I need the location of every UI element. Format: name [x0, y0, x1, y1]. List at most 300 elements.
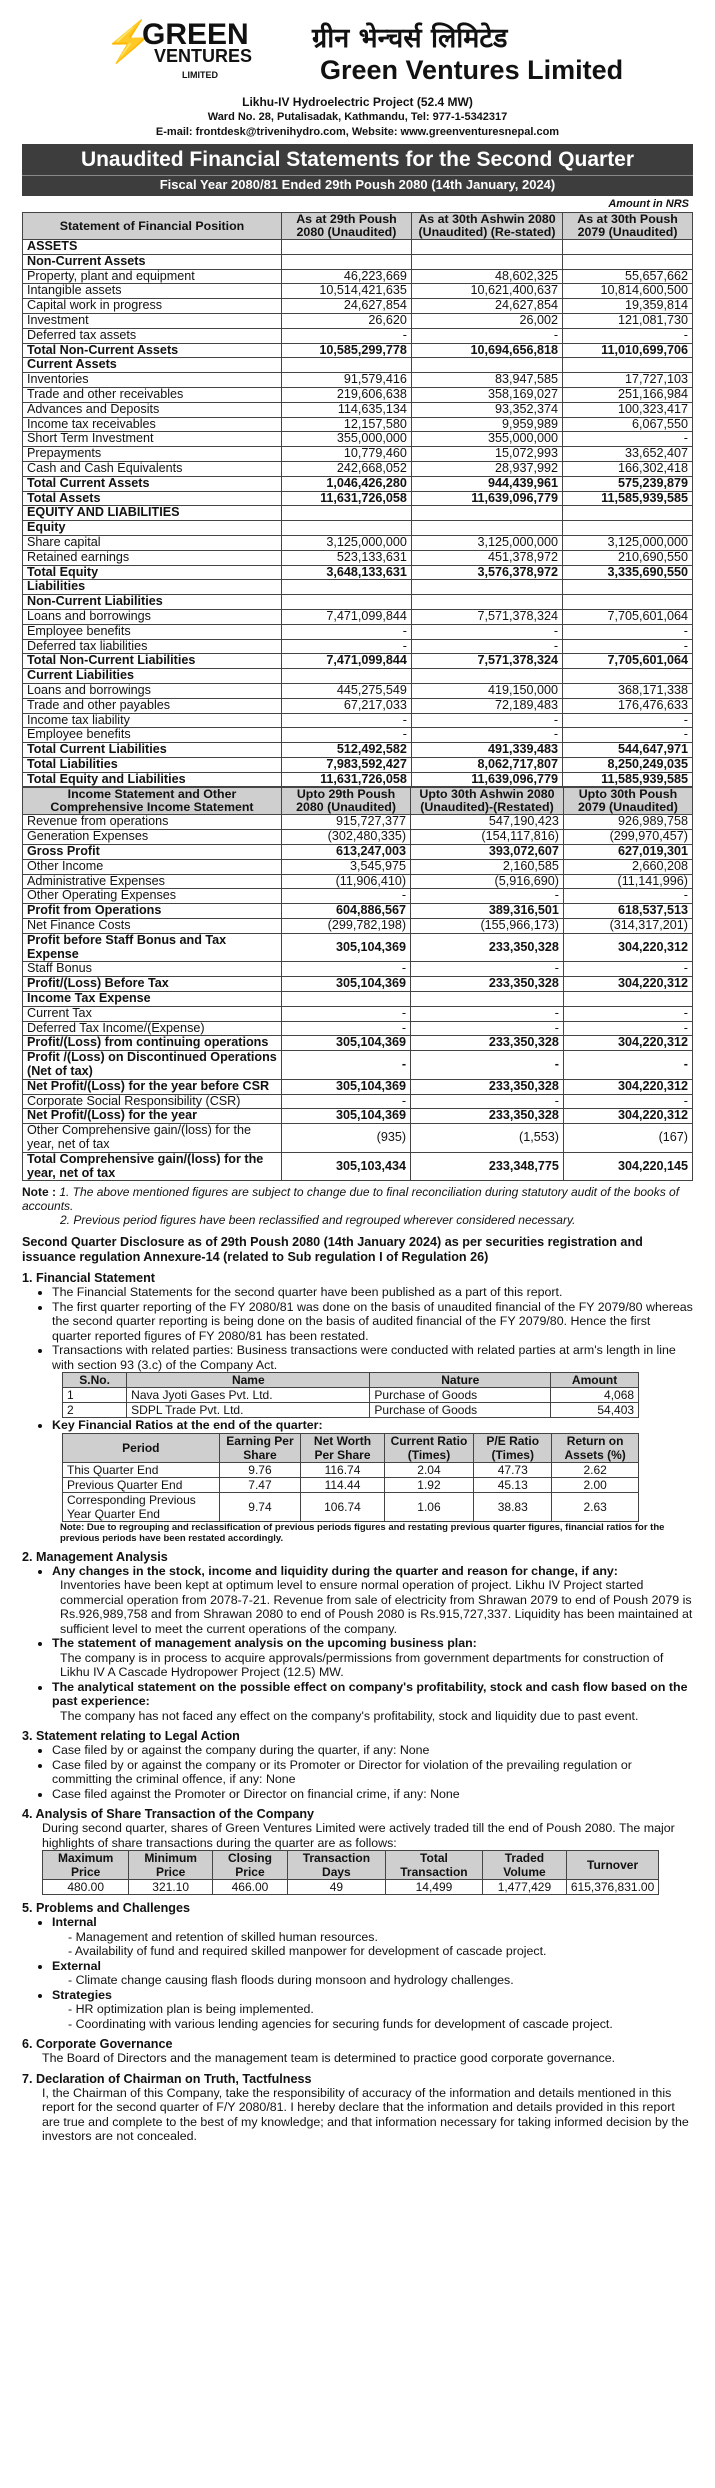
- share-cell: 49: [287, 1880, 385, 1895]
- sofp-cell: 176,476,633: [563, 698, 693, 713]
- sofp-row-label: Total Non-Current Assets: [23, 343, 282, 358]
- sofp-row-label: Advances and Deposits: [23, 402, 282, 417]
- sofp-row-label: ASSETS: [23, 240, 282, 255]
- sofp-row: [23, 713, 693, 728]
- income-row: [23, 874, 693, 889]
- income-row-label: Profit /(Loss) on Discontinued Operations (Net of tax): [23, 1051, 282, 1080]
- sofp-row-label: Trade and other receivables: [23, 387, 282, 402]
- income-cell: 2,660,208: [563, 859, 692, 874]
- income-row-label: Deferred Tax Income/(Expense): [23, 1021, 282, 1036]
- company-name: Green Ventures Limited: [320, 55, 624, 85]
- income-row-label: Net Finance Costs: [23, 919, 282, 934]
- internal-item-2: - Availability of fund and required skilled manpower for development of cascade project.: [68, 1944, 547, 1959]
- logo-green: GREEN: [142, 18, 249, 51]
- sofp-cell: 3,125,000,000: [282, 535, 412, 550]
- s6-paragraph: The Board of Directors and the management team is determined to practice good corporate governance.: [42, 2051, 616, 2066]
- sofp-cell: -: [563, 328, 693, 343]
- sofp-cell: [563, 506, 693, 521]
- income-cell: -: [411, 962, 564, 977]
- key-ratio-cell: 114.44: [301, 1477, 384, 1492]
- sofp-cell: 944,439,961: [411, 476, 562, 491]
- sofp-cell: 3,648,133,631: [282, 565, 412, 580]
- income-cell: (302,480,335): [282, 830, 411, 845]
- sofp-row-label: Investment: [23, 313, 282, 328]
- sofp-cell: 83,947,585: [411, 373, 562, 388]
- income-cell: (314,317,201): [563, 919, 692, 934]
- sofp-row-label: Non-Current Assets: [23, 254, 282, 269]
- sofp-cell: [411, 254, 562, 269]
- sofp-cell: [411, 521, 562, 536]
- sofp-cell: 72,189,483: [411, 698, 562, 713]
- sofp-row: [23, 269, 693, 284]
- income-cell: 305,104,369: [282, 1079, 411, 1094]
- share-transaction-table: [42, 1850, 659, 1895]
- income-row: [23, 1094, 693, 1109]
- sofp-cell: 91,579,416: [282, 373, 412, 388]
- related-party-cell: Nava Jyoti Gases Pvt. Ltd.: [127, 1388, 370, 1403]
- share-header-3: Transaction Days: [287, 1851, 385, 1880]
- sofp-cell: [282, 669, 412, 684]
- sofp-row-label: Liabilities: [23, 580, 282, 595]
- sofp-cell: [282, 506, 412, 521]
- income-cell: (1,553): [411, 1124, 564, 1153]
- sofp-cell: 575,239,879: [563, 476, 693, 491]
- sofp-row-label: Income tax liability: [23, 713, 282, 728]
- key-ratios-table: [62, 1433, 639, 1522]
- key-ratio-header-0: Period: [63, 1433, 220, 1462]
- income-row: [23, 1152, 693, 1181]
- sofp-row: [23, 639, 693, 654]
- income-row: [23, 1109, 693, 1124]
- letterhead: [22, 10, 693, 138]
- income-row-label: Revenue from operations: [23, 815, 282, 830]
- income-row: [23, 962, 693, 977]
- income-cell: 304,220,312: [563, 977, 692, 992]
- section-management-analysis: 2. Management Analysis: [22, 1549, 168, 1564]
- sofp-header-3: As at 30th Poush 2079 (Unaudited): [563, 213, 693, 240]
- income-cell: 613,247,003: [282, 845, 411, 860]
- sofp-cell: 8,250,249,035: [563, 757, 693, 772]
- sofp-row-label: Property, plant and equipment: [23, 269, 282, 284]
- income-row-label: Profit/(Loss) from continuing operations: [23, 1036, 282, 1051]
- section-financial-statement: 1. Financial Statement: [22, 1271, 155, 1286]
- income-row-label: Corporate Social Responsibility (CSR): [23, 1094, 282, 1109]
- sofp-cell: 121,081,730: [563, 313, 693, 328]
- sofp-cell: 67,217,033: [282, 698, 412, 713]
- income-row-label: Profit/(Loss) Before Tax: [23, 977, 282, 992]
- s2-bullet-2-text: The company is in process to acquire approvals/permissions from government departments for construction of Likhu IV A Cascade Hydropower Project (12.5) MW.: [60, 1650, 664, 1680]
- share-cell: 1,477,429: [483, 1880, 567, 1895]
- sofp-cell: [411, 595, 562, 610]
- internal-heading: • Internal: [52, 1915, 693, 1930]
- sofp-cell: 3,576,378,972: [411, 565, 562, 580]
- sofp-cell: 24,627,854: [282, 299, 412, 314]
- s7-paragraph: I, the Chairman of this Company, take the responsibility of accuracy of the information and details mentioned in this report for the second quarter of F/Y 2080/81. I hereby declare that the information and details provided in this report are true and complete to the best of my knowledge; and that information necessary for taking informed decision by the investors are not concealed.: [42, 2085, 689, 2144]
- income-cell: -: [411, 1021, 564, 1036]
- sofp-row-label: Retained earnings: [23, 550, 282, 565]
- strategy-item-1: - HR optimization plan is being implemented.: [68, 2002, 314, 2017]
- sofp-row: [23, 654, 693, 669]
- related-party-cell: SDPL Trade Pvt. Ltd.: [127, 1403, 370, 1418]
- company-address: Ward No. 28, Putalisadak, Kathmandu, Tel: 977-1-5342317: [207, 111, 508, 123]
- s2-bullet-2-heading: • The statement of management analysis on the upcoming business plan:: [52, 1636, 693, 1651]
- sofp-row-label: Deferred tax assets: [23, 328, 282, 343]
- sofp-cell: 451,378,972: [411, 550, 562, 565]
- sofp-cell: 251,166,984: [563, 387, 693, 402]
- income-cell: (5,916,690): [411, 874, 564, 889]
- sofp-row: [23, 299, 693, 314]
- sofp-cell: 11,010,699,706: [563, 343, 693, 358]
- logo-limited: LIMITED: [182, 70, 218, 80]
- key-ratio-cell: 106.74: [301, 1492, 384, 1521]
- related-party-cell: 54,403: [551, 1403, 639, 1418]
- sofp-row: [23, 535, 693, 550]
- related-party-cell: 4,068: [551, 1388, 639, 1403]
- related-party-header-0: S.No.: [63, 1373, 127, 1388]
- notes: [22, 1185, 693, 1227]
- key-ratio-header-2: Net Worth Per Share: [301, 1433, 384, 1462]
- income-row: [23, 830, 693, 845]
- income-cell: [411, 992, 564, 1007]
- sofp-cell: -: [411, 728, 562, 743]
- income-cell: 618,537,513: [563, 904, 692, 919]
- income-cell: -: [282, 1051, 411, 1080]
- income-cell: 233,350,328: [411, 1036, 564, 1051]
- sofp-row: [23, 313, 693, 328]
- sofp-cell: 10,514,421,635: [282, 284, 412, 299]
- s4-paragraph: During second quarter, shares of Green Ventures Limited were actively traded till the end of Poush 2080. The major highlights of share transactions during the quarter are as follows:: [42, 1821, 675, 1850]
- sofp-cell: 6,067,550: [563, 417, 693, 432]
- income-row: [23, 1036, 693, 1051]
- sofp-cell: 7,471,099,844: [282, 609, 412, 624]
- sofp-row: [23, 580, 693, 595]
- share-cell: 14,499: [385, 1880, 482, 1895]
- income-cell: (935): [282, 1124, 411, 1153]
- key-ratio-cell: This Quarter End: [63, 1462, 220, 1477]
- income-cell: -: [282, 1021, 411, 1036]
- sofp-cell: [563, 358, 693, 373]
- amount-unit: Amount in NRS: [608, 198, 689, 210]
- income-cell: -: [411, 889, 564, 904]
- income-cell: (155,966,173): [411, 919, 564, 934]
- sofp-cell: 10,694,656,818: [411, 343, 562, 358]
- share-header-1: Minimum Price: [129, 1851, 213, 1880]
- sofp-cell: 114,635,134: [282, 402, 412, 417]
- income-row: [23, 1051, 693, 1080]
- sofp-row: [23, 254, 693, 269]
- sofp-row-label: Share capital: [23, 535, 282, 550]
- sofp-row-label: Cash and Cash Equivalents: [23, 461, 282, 476]
- sofp-row: [23, 609, 693, 624]
- sofp-row: [23, 447, 693, 462]
- income-cell: (299,970,457): [563, 830, 692, 845]
- income-cell: 305,104,369: [282, 1109, 411, 1124]
- income-row: [23, 1124, 693, 1153]
- strategy-item-2: - Coordinating with various lending agencies for securing funds for development of cascade project.: [68, 2016, 613, 2031]
- s2-bullet-1-text: Inventories have been kept at optimum level to ensure normal operation of project. Likhu IV Project started commercial operation from 2078-7-21. Revenue from sale of electricity from Shrawan 2079 to end of Poush 2079 is Rs.926,989,758 and from Shrawan 2080 to end of Poush 2080 is Rs.915,727,337. Liquidity has been maintained at sufficient level to meet the current operations of the company.: [60, 1578, 693, 1636]
- income-cell: -: [411, 1094, 564, 1109]
- income-cell: (299,782,198): [282, 919, 411, 934]
- sofp-cell: 242,668,052: [282, 461, 412, 476]
- sofp-cell: 1,046,426,280: [282, 476, 412, 491]
- income-row-label: Income Tax Expense: [23, 992, 282, 1007]
- note-1: 1. The above mentioned figures are subject to change due to final reconciliation during statutory audit of the books of accounts.: [22, 1185, 680, 1214]
- sofp-row-label: Intangible assets: [23, 284, 282, 299]
- income-cell: -: [563, 1021, 692, 1036]
- income-row-label: Other Comprehensive gain/(loss) for the year, net of tax: [23, 1124, 282, 1153]
- income-row: [23, 1006, 693, 1021]
- sofp-cell: [411, 669, 562, 684]
- sofp-row: [23, 343, 693, 358]
- related-party-header-3: Amount: [551, 1373, 639, 1388]
- income-cell: 393,072,607: [411, 845, 564, 860]
- sofp-cell: [563, 240, 693, 255]
- sofp-cell: [282, 580, 412, 595]
- income-cell: -: [563, 962, 692, 977]
- income-row-label: Administrative Expenses: [23, 874, 282, 889]
- income-row-label: Other Operating Expenses: [23, 889, 282, 904]
- income-row: [23, 992, 693, 1007]
- sofp-row-label: Equity: [23, 521, 282, 536]
- income-row-label: Other Income: [23, 859, 282, 874]
- s1-bullet-1: • The Financial Statements for the second quarter have been published as a part of this report.: [52, 1285, 693, 1300]
- income-row: [23, 1021, 693, 1036]
- sofp-cell: 12,157,580: [282, 417, 412, 432]
- income-cell: 304,220,312: [563, 1036, 692, 1051]
- income-row-label: Gross Profit: [23, 845, 282, 860]
- external-heading: • External: [52, 1959, 693, 1974]
- income-cell: -: [411, 1006, 564, 1021]
- sofp-row: [23, 432, 693, 447]
- sofp-cell: [563, 254, 693, 269]
- s3-bullet-2: • Case filed by or against the company or its Promoter or Director for violation of the prevailing regulation or committing the criminal offence, if any: None: [52, 1758, 693, 1787]
- sofp-row: [23, 595, 693, 610]
- income-cell: -: [282, 1006, 411, 1021]
- sofp-cell: 3,335,690,550: [563, 565, 693, 580]
- sofp-cell: -: [563, 728, 693, 743]
- sofp-row: [23, 698, 693, 713]
- sofp-cell: 48,602,325: [411, 269, 562, 284]
- sofp-cell: 26,620: [282, 313, 412, 328]
- section-legal-action: 3. Statement relating to Legal Action: [22, 1729, 240, 1744]
- related-party-cell: Purchase of Goods: [370, 1403, 551, 1418]
- sofp-cell: 9,959,989: [411, 417, 562, 432]
- s1-bullet-4: • Key Financial Ratios at the end of the quarter:: [52, 1418, 693, 1433]
- sofp-header-2: As at 30th Ashwin 2080 (Unaudited) (Re-stated): [411, 213, 562, 240]
- s3-bullet-1: • Case filed by or against the company during the quarter, if any: None: [52, 1743, 693, 1758]
- sofp-row-label: Employee benefits: [23, 624, 282, 639]
- sofp-cell: 15,072,993: [411, 447, 562, 462]
- sofp-cell: 11,585,939,585: [563, 491, 693, 506]
- key-ratio-cell: Previous Quarter End: [63, 1477, 220, 1492]
- income-row: [23, 889, 693, 904]
- share-header-5: Traded Volume: [483, 1851, 567, 1880]
- income-cell: -: [411, 1051, 564, 1080]
- sofp-cell: [563, 521, 693, 536]
- income-cell: (11,141,996): [563, 874, 692, 889]
- sofp-cell: 100,323,417: [563, 402, 693, 417]
- sofp-row: [23, 683, 693, 698]
- sofp-row-label: Current Assets: [23, 358, 282, 373]
- sofp-cell: 7,471,099,844: [282, 654, 412, 669]
- s1-bullet-2: • The first quarter reporting of the FY 2080/81 was done on the basis of unaudited financial of the FY 2079/80 whereas the second quarter reporting is being done on the basis of audited financial of the FY 2079/80. Hence the first quarter reported figures of FY 2080/81 has been restated.: [52, 1300, 693, 1344]
- sofp-row-label: Inventories: [23, 373, 282, 388]
- section-corporate-governance: 6. Corporate Governance: [22, 2037, 173, 2052]
- income-cell: 305,104,369: [282, 933, 411, 962]
- sofp-cell: 368,171,338: [563, 683, 693, 698]
- sofp-cell: 3,125,000,000: [563, 535, 693, 550]
- section-share-transaction: 4. Analysis of Share Transaction of the Company: [22, 1807, 315, 1822]
- sofp-cell: [411, 580, 562, 595]
- key-ratio-cell: 116.74: [301, 1462, 384, 1477]
- s3-bullet-3: • Case filed against the Promoter or Director on financial crime, if any: None: [52, 1787, 693, 1802]
- sofp-row: [23, 476, 693, 491]
- sofp-row-label: Non-Current Liabilities: [23, 595, 282, 610]
- report-title: Unaudited Financial Statements for the Second Quarter: [22, 144, 693, 175]
- sofp-row-label: Total Liabilities: [23, 757, 282, 772]
- sofp-cell: 24,627,854: [411, 299, 562, 314]
- sofp-row-label: Trade and other payables: [23, 698, 282, 713]
- sofp-cell: -: [563, 639, 693, 654]
- s2-bullet-3-heading: • The analytical statement on the possible effect on company's profitability, stock and cash flow based on the past experience:: [52, 1680, 693, 1709]
- sofp-row: [23, 772, 693, 787]
- sofp-header-0: Statement of Financial Position: [23, 213, 282, 240]
- sofp-row: [23, 757, 693, 772]
- key-ratio-header-5: Return on Assets (%): [552, 1433, 639, 1462]
- lightning-bolt-icon: ⚡: [104, 20, 154, 64]
- sofp-cell: -: [282, 713, 412, 728]
- income-cell: -: [563, 889, 692, 904]
- sofp-row: [23, 669, 693, 684]
- income-row: [23, 1079, 693, 1094]
- sofp-cell: [563, 595, 693, 610]
- sofp-row-label: Prepayments: [23, 447, 282, 462]
- income-header-1: Upto 29th Poush 2080 (Unaudited): [282, 788, 411, 815]
- income-cell: 305,104,369: [282, 977, 411, 992]
- income-cell: (167): [563, 1124, 692, 1153]
- related-party-cell: 1: [63, 1388, 127, 1403]
- income-cell: 304,220,312: [563, 933, 692, 962]
- section-problems-challenges: 5. Problems and Challenges: [22, 1901, 190, 1916]
- sofp-row-label: Total Equity and Liabilities: [23, 772, 282, 787]
- income-cell: 2,160,585: [411, 859, 564, 874]
- sofp-row: [23, 387, 693, 402]
- key-ratio-cell: 1.92: [384, 1477, 474, 1492]
- sofp-row: [23, 417, 693, 432]
- share-header-6: Turnover: [566, 1851, 659, 1880]
- income-row-label: Generation Expenses: [23, 830, 282, 845]
- sofp-cell: [563, 580, 693, 595]
- s2-bullet-3-text: The company has not faced any effect on the company's profitability, stock and liquidity due to past event.: [60, 1708, 639, 1723]
- sofp-row-label: Current Liabilities: [23, 669, 282, 684]
- internal-item-1: - Management and retention of skilled human resources.: [68, 1929, 378, 1944]
- sofp-cell: 11,639,096,779: [411, 491, 562, 506]
- sofp-row: [23, 565, 693, 580]
- share-cell: 466.00: [212, 1880, 287, 1895]
- share-header-2: Closing Price: [212, 1851, 287, 1880]
- income-cell: 305,104,369: [282, 1036, 411, 1051]
- sofp-row: [23, 550, 693, 565]
- income-cell: 304,220,312: [563, 1109, 692, 1124]
- income-header-3: Upto 30th Poush 2079 (Unaudited): [563, 788, 692, 815]
- sofp-cell: 10,621,400,637: [411, 284, 562, 299]
- key-ratio-cell: 2.63: [552, 1492, 639, 1521]
- income-cell: -: [282, 1094, 411, 1109]
- sofp-cell: 19,359,814: [563, 299, 693, 314]
- sofp-cell: [282, 254, 412, 269]
- share-header-4: Total Transaction: [385, 1851, 482, 1880]
- sofp-cell: 8,062,717,807: [411, 757, 562, 772]
- key-ratio-cell: 9.76: [219, 1462, 301, 1477]
- income-header-2: Upto 30th Ashwin 2080 (Unaudited)-(Restated): [411, 788, 564, 815]
- income-row-label: Total Comprehensive gain/(loss) for the year, net of tax: [23, 1152, 282, 1181]
- income-header-0: Income Statement and Other Comprehensive Income Statement: [23, 788, 282, 815]
- fiscal-year: Fiscal Year 2080/81 Ended 29th Poush 2080 (14th January, 2024): [22, 175, 693, 196]
- sofp-cell: -: [563, 713, 693, 728]
- sofp-cell: 219,606,638: [282, 387, 412, 402]
- external-item-1: - Climate change causing flash floods during monsoon and hydrology challenges.: [68, 1973, 514, 1988]
- related-party-cell: 2: [63, 1403, 127, 1418]
- related-party-header-1: Name: [127, 1373, 370, 1388]
- nepali-company-name: ग्रीन भेन्चर्स लिमिटेड: [312, 23, 508, 54]
- sofp-cell: 358,169,027: [411, 387, 562, 402]
- sofp-row-label: Total Equity: [23, 565, 282, 580]
- sofp-cell: -: [411, 639, 562, 654]
- notes-label: Note :: [22, 1185, 56, 1200]
- sofp-cell: 46,223,669: [282, 269, 412, 284]
- disclosure-heading: Second Quarter Disclosure as of 29th Poush 2080 (14th January 2024) as per securities registration and issuance regulation Annexure-14 (related to Sub regulation I of Regulation 26): [22, 1235, 643, 1265]
- sofp-cell: 11,585,939,585: [563, 772, 693, 787]
- sofp-cell: 7,571,378,324: [411, 654, 562, 669]
- sofp-row-label: Income tax receivables: [23, 417, 282, 432]
- income-row: [23, 815, 693, 830]
- sofp-row: [23, 358, 693, 373]
- sofp-cell: 419,150,000: [411, 683, 562, 698]
- sofp-cell: [282, 240, 412, 255]
- income-cell: 389,316,501: [411, 904, 564, 919]
- sofp-row-label: Short Term Investment: [23, 432, 282, 447]
- income-cell: [282, 992, 411, 1007]
- sofp-header-1: As at 29th Poush 2080 (Unaudited): [282, 213, 412, 240]
- key-ratio-cell: 2.04: [384, 1462, 474, 1477]
- income-row: [23, 919, 693, 934]
- share-header-0: Maximum Price: [43, 1851, 129, 1880]
- key-ratio-cell: 47.73: [474, 1462, 552, 1477]
- sofp-cell: 3,125,000,000: [411, 535, 562, 550]
- sofp-row-label: Total Assets: [23, 491, 282, 506]
- sofp-row-label: EQUITY AND LIABILITIES: [23, 506, 282, 521]
- sofp-cell: -: [282, 328, 412, 343]
- key-ratio-header-1: Earning Per Share: [219, 1433, 301, 1462]
- income-cell: 233,350,328: [411, 933, 564, 962]
- income-statement-table: [22, 787, 693, 1181]
- income-cell: 304,220,312: [563, 1079, 692, 1094]
- income-row-label: Profit from Operations: [23, 904, 282, 919]
- sofp-cell: [282, 521, 412, 536]
- sofp-cell: 166,302,418: [563, 461, 693, 476]
- sofp-row-label: Capital work in progress: [23, 299, 282, 314]
- key-ratio-header-4: P/E Ratio (Times): [474, 1433, 552, 1462]
- sofp-row-label: Total Non-Current Liabilities: [23, 654, 282, 669]
- income-row: [23, 845, 693, 860]
- income-row-label: Staff Bonus: [23, 962, 282, 977]
- income-row: [23, 904, 693, 919]
- s1-bullet-3: • Transactions with related parties: Business transactions were conducted with related parties at arm's length in line with section 93 (3.c) of the Company Act.: [52, 1343, 693, 1372]
- sofp-row: [23, 624, 693, 639]
- sofp-cell: [411, 358, 562, 373]
- sofp-cell: 491,339,483: [411, 743, 562, 758]
- section-declaration: 7. Declaration of Chairman on Truth, Tactfulness: [22, 2071, 312, 2086]
